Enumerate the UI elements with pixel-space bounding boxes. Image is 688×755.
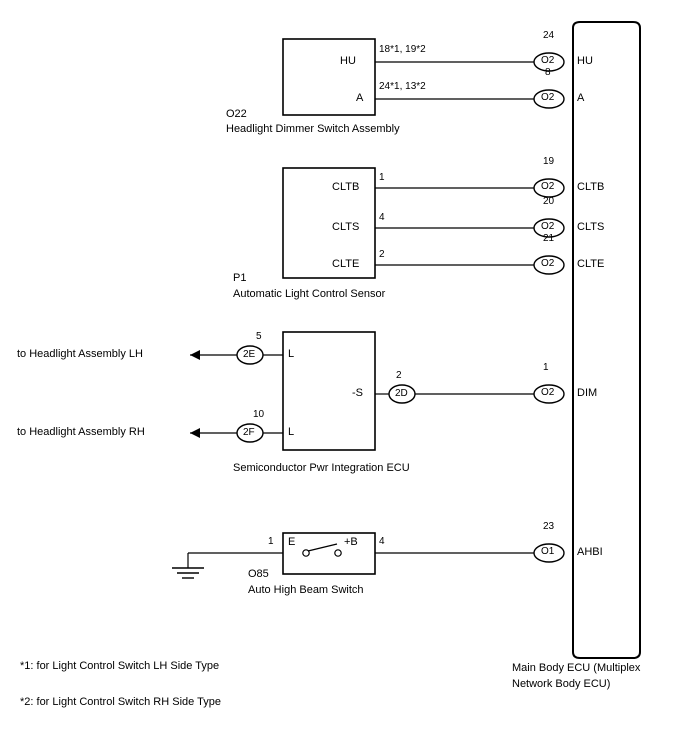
footnote-1: *1: for Light Control Switch LH Side Type: [20, 660, 220, 672]
wire-label-2d: 2: [396, 370, 402, 381]
signal-label-a: A: [577, 92, 585, 104]
pin-number-o1-ahbi: 23: [543, 521, 555, 532]
switch-blade: [308, 544, 337, 551]
connector-name-2e: 2E: [243, 349, 256, 360]
terminal-label-spie-s: -S: [352, 387, 363, 399]
connector-name-2f: 2F: [243, 427, 255, 438]
component-name-o85: Auto High Beam Switch: [248, 584, 364, 596]
destination-headlight-lh: to Headlight Assembly LH: [17, 348, 143, 360]
wire-label-o22-a: 24*1, 13*2: [379, 81, 426, 92]
wire-label-p1-clte: 2: [379, 249, 385, 260]
connector-name-o2-clte: O2: [541, 258, 555, 269]
wire-label-p1-clts: 4: [379, 212, 385, 223]
terminal-label-p1-cltb: CLTB: [332, 181, 360, 193]
main-ecu-top-cap: [573, 22, 640, 28]
component-name-o22: Headlight Dimmer Switch Assembly: [226, 123, 400, 135]
signal-label-cltb: CLTB: [577, 181, 605, 193]
pin-number-o2-hu: 24: [543, 30, 555, 41]
component-code-p1: P1: [233, 272, 247, 284]
arrow-headlight-rh: [190, 428, 200, 438]
signal-label-dim: DIM: [577, 387, 598, 399]
main-ecu-caption-line2: Network Body ECU): [512, 678, 611, 690]
connector-name-o2-cltb: O2: [541, 181, 555, 192]
signal-label-clte: CLTE: [577, 258, 605, 270]
connector-name-2d: 2D: [395, 388, 408, 399]
terminal-label-o22-a: A: [356, 92, 364, 104]
terminal-label-o85-b: +B: [344, 536, 358, 548]
connector-name-o2-a: O2: [541, 92, 555, 103]
wire-label-o85-e: 1: [268, 536, 274, 547]
pin-number-o2-clts: 20: [543, 196, 555, 207]
pin-number-2e: 5: [256, 331, 262, 342]
component-code-o22: O22: [226, 108, 247, 120]
component-name-p1: Automatic Light Control Sensor: [233, 288, 386, 300]
arrow-headlight-lh: [190, 350, 200, 360]
component-box-p1: [283, 168, 375, 278]
pin-number-o2-dim: 1: [543, 362, 549, 373]
connector-name-o2-clts: O2: [541, 221, 555, 232]
terminal-label-p1-clts: CLTS: [332, 221, 360, 233]
wire-label-p1-cltb: 1: [379, 172, 385, 183]
pin-number-o2-cltb: 19: [543, 156, 555, 167]
signal-label-ahbi: AHBI: [577, 546, 603, 558]
component-code-o85: O85: [248, 568, 269, 580]
signal-label-hu: HU: [577, 55, 593, 67]
pin-number-2f: 10: [253, 409, 265, 420]
switch-contact-right: [335, 550, 341, 556]
main-ecu-bottom-cap: [573, 652, 640, 658]
terminal-label-spie-l-top: L: [288, 348, 295, 360]
pin-number-o2-clte: 21: [543, 233, 555, 244]
component-box-o85: [283, 533, 375, 574]
terminal-label-o22-hu: HU: [340, 55, 356, 67]
terminal-label-p1-clte: CLTE: [332, 258, 360, 270]
destination-headlight-rh: to Headlight Assembly RH: [17, 426, 145, 438]
pin-number-o2-a: 8: [545, 67, 551, 78]
terminal-label-o85-e: E: [288, 536, 296, 548]
main-ecu-caption-line1: Main Body ECU (Multiplex: [512, 662, 641, 674]
connector-name-o2-dim: O2: [541, 387, 555, 398]
signal-label-clts: CLTS: [577, 221, 605, 233]
connector-name-o2-hu: O2: [541, 55, 555, 66]
wire-label-o22-hu: 18*1, 19*2: [379, 44, 426, 55]
connector-name-o1-ahbi: O1: [541, 546, 555, 557]
terminal-label-spie-l-bottom: L: [288, 426, 295, 438]
footnote-2: *2: for Light Control Switch RH Side Type: [20, 696, 221, 708]
component-name-spie: Semiconductor Pwr Integration ECU: [233, 462, 410, 474]
wire-label-o85-b: 4: [379, 536, 385, 547]
